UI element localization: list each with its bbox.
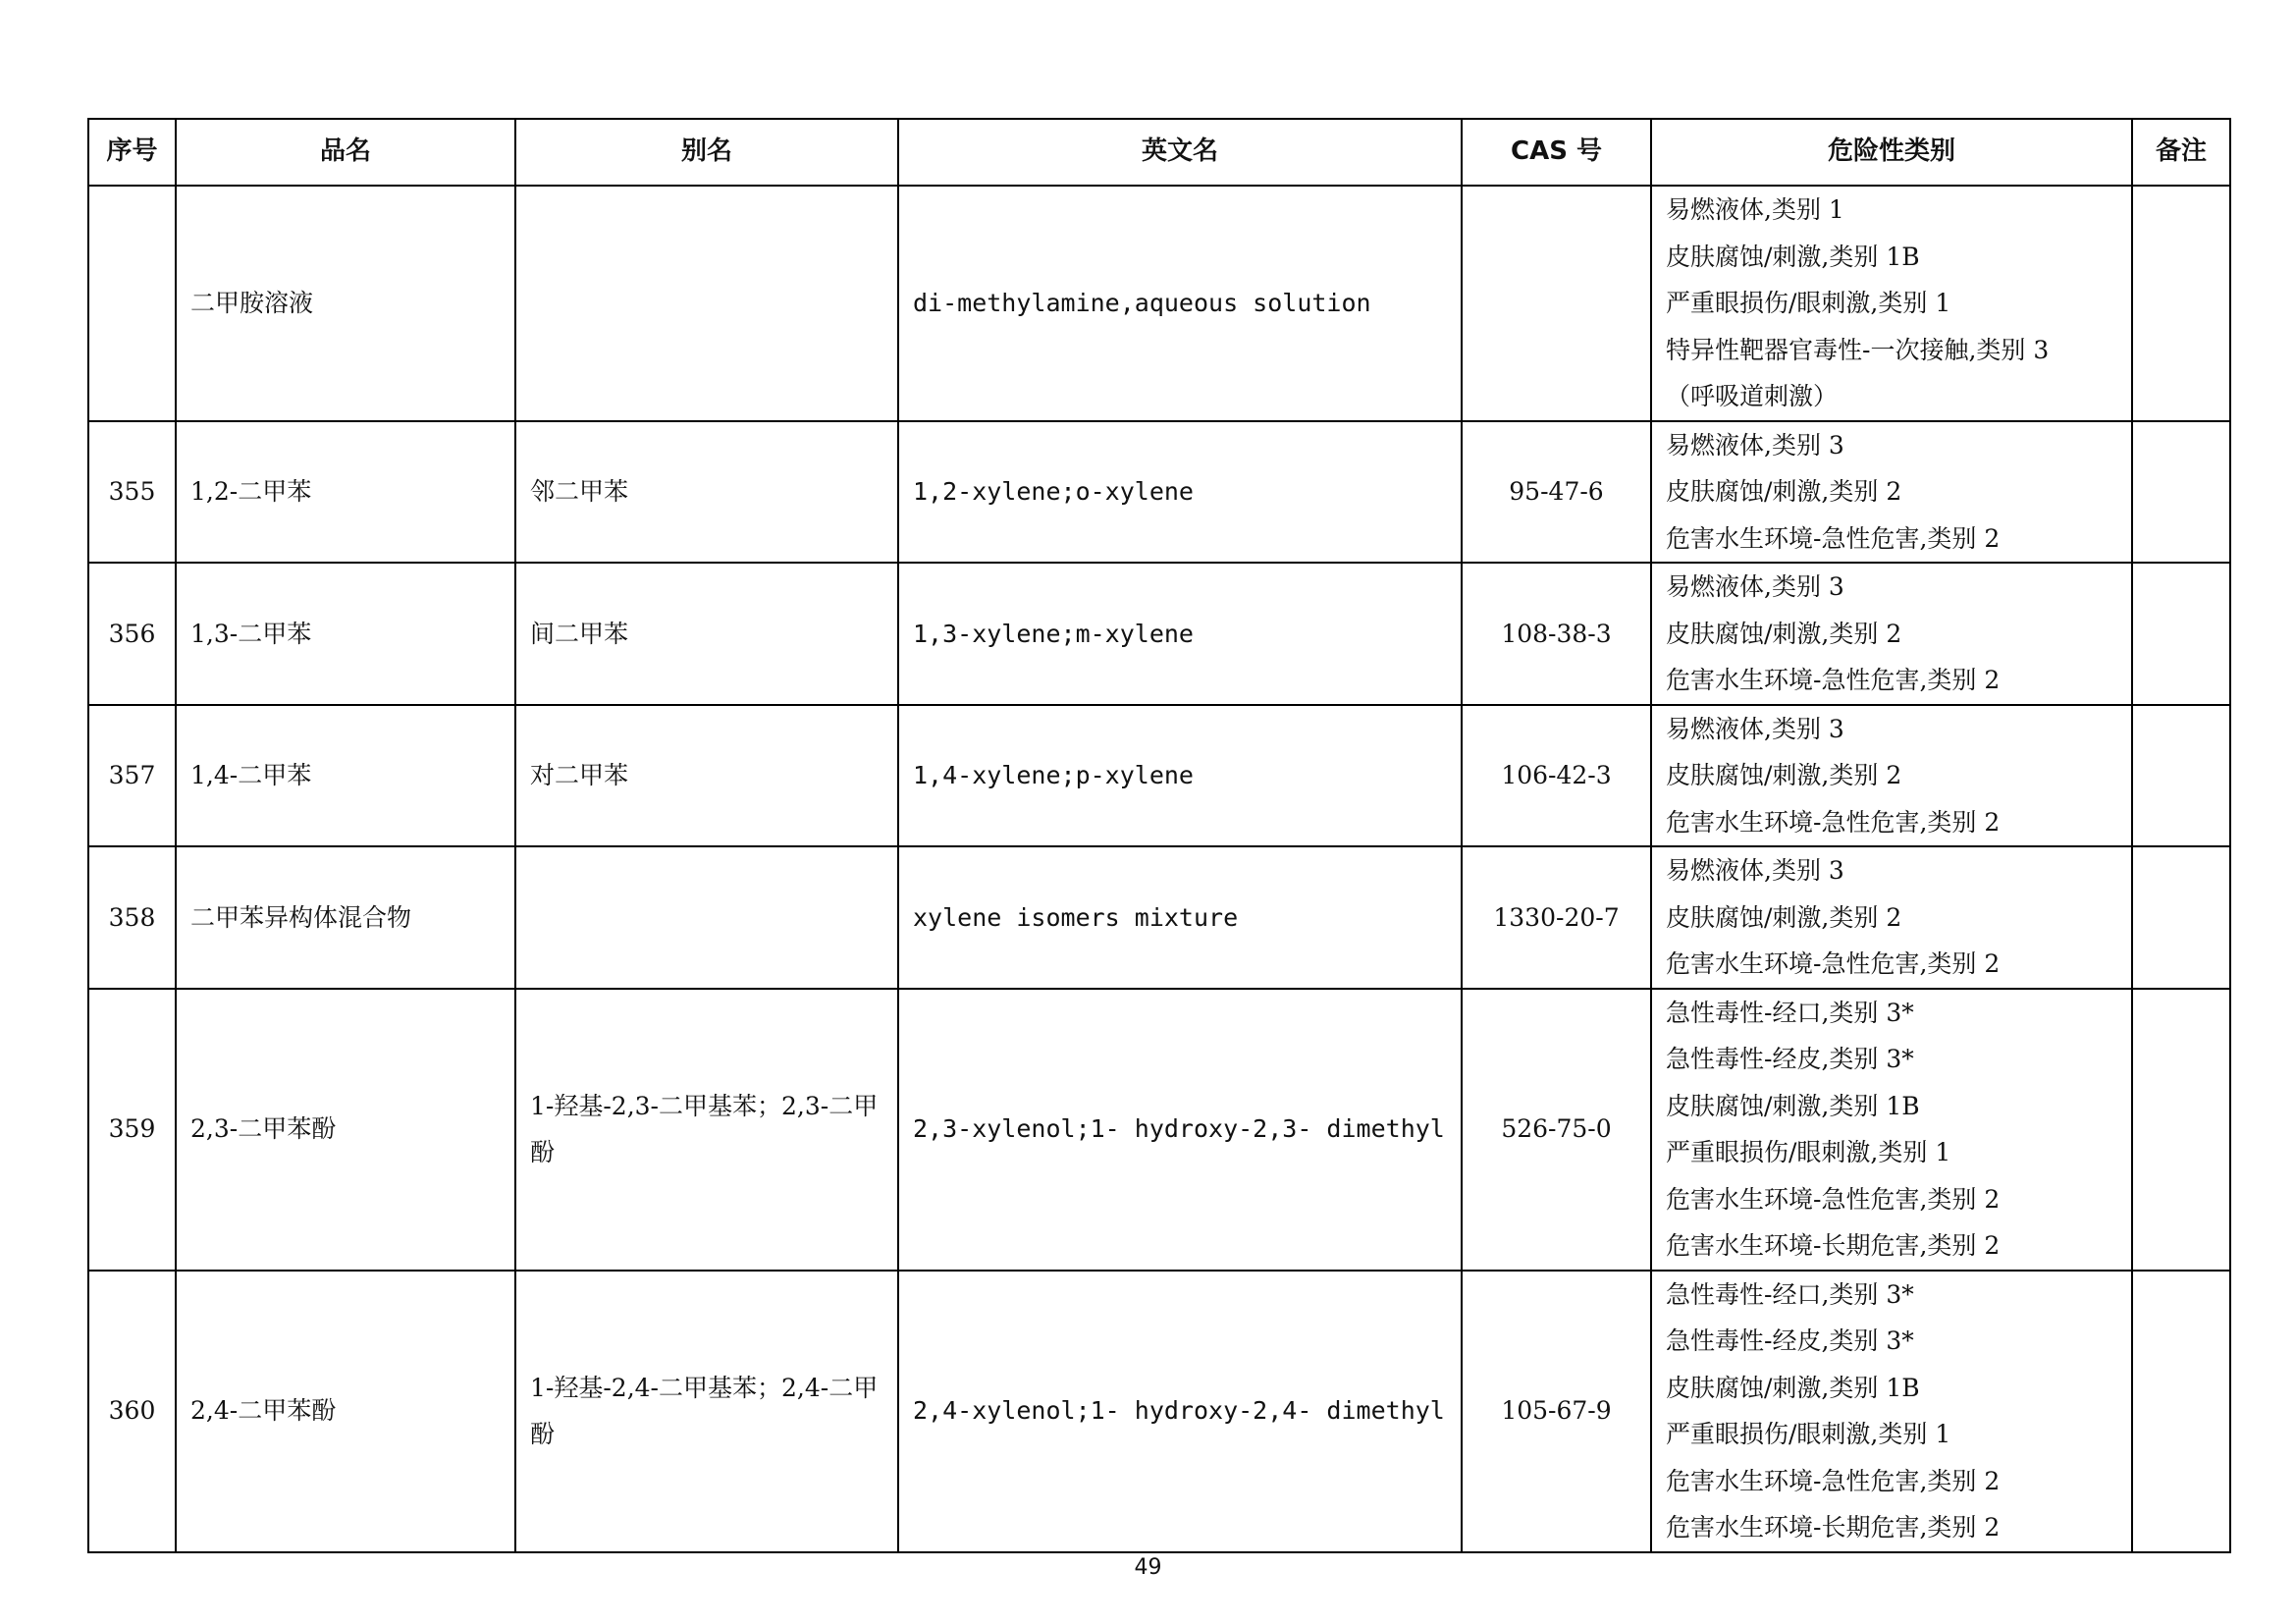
hazard-line: 易燃液体,类别 3 — [1666, 856, 1844, 885]
table-row — [88, 421, 2230, 564]
cell-alias: 1-羟基-2,4-二甲基苯；2,4-二甲酚 — [515, 1271, 898, 1552]
hazard-line: 皮肤腐蚀/刺激,类别 2 — [1666, 902, 1902, 932]
hazard-line: 危害水生环境-急性危害,类别 2 — [1666, 807, 2001, 837]
hazard-line: 危害水生环境-急性危害,类别 2 — [1666, 1184, 2001, 1214]
hazard-line: 严重眼损伤/眼刺激,类别 1 — [1666, 1138, 1951, 1166]
cell-hazard — [1651, 1271, 2132, 1552]
header-hazard: 危险性类别 — [1651, 119, 2132, 186]
cell-cas: 526-75-0 — [1462, 989, 1651, 1271]
cell-name: 二甲胺溶液 — [176, 186, 515, 421]
hazard-line: 皮肤腐蚀/刺激,类别 2 — [1666, 761, 1902, 789]
cell-alias — [515, 846, 898, 989]
cell-cas — [1462, 186, 1651, 421]
header-english-name: 英文名 — [898, 119, 1462, 186]
hazard-line: 严重眼损伤/眼刺激,类别 1 — [1666, 289, 1951, 317]
header-name: 品名 — [176, 119, 515, 186]
hazard-line: 急性毒性-经皮,类别 3* — [1666, 1045, 1914, 1073]
hazard-line: 严重眼损伤/眼刺激,类别 1 — [1666, 1420, 1951, 1448]
hazard-line: 皮肤腐蚀/刺激,类别 2 — [1666, 619, 1902, 648]
header-row — [88, 119, 2230, 186]
page-number: 49 — [1134, 1555, 1162, 1580]
hazard-line: 急性毒性-经口,类别 3* — [1666, 998, 1914, 1027]
hazard-line: 皮肤腐蚀/刺激,类别 1B — [1666, 1373, 1920, 1402]
hazard-line: 易燃液体,类别 3 — [1666, 572, 1844, 601]
hazard-line: 危害水生环境-急性危害,类别 2 — [1666, 1466, 2001, 1495]
hazard-line: 危害水生环境-长期危害,类别 2 — [1666, 1231, 2001, 1260]
table-row — [88, 846, 2230, 989]
cell-english-name: di-methylamine,aqueous solution — [898, 186, 1462, 421]
cell-name: 1,3-二甲苯 — [176, 563, 515, 705]
table-header — [88, 119, 2230, 186]
hazard-line: 皮肤腐蚀/刺激,类别 2 — [1666, 477, 1902, 506]
cell-hazard — [1651, 989, 2132, 1271]
cell-note — [2132, 989, 2230, 1271]
hazard-line: （呼吸道刺激） — [1666, 382, 1839, 410]
cell-english-name: xylene isomers mixture — [898, 846, 1462, 989]
cell-cas: 106-42-3 — [1462, 705, 1651, 847]
cell-no: 358 — [88, 846, 176, 989]
table-row — [88, 1271, 2230, 1552]
cell-english-name: 2,4-xylenol;1- hydroxy-2,4- dimethyl — [898, 1271, 1462, 1552]
hazard-line: 危害水生环境-急性危害,类别 2 — [1666, 949, 2001, 978]
cell-hazard — [1651, 846, 2132, 989]
hazard-line: 危害水生环境-急性危害,类别 2 — [1666, 666, 2001, 694]
cell-name: 1,4-二甲苯 — [176, 705, 515, 847]
header-cas: CAS 号 — [1462, 119, 1651, 186]
table-row — [88, 186, 2230, 421]
cell-no: 359 — [88, 989, 176, 1271]
cell-note — [2132, 421, 2230, 564]
cell-no: 357 — [88, 705, 176, 847]
cell-english-name: 2,3-xylenol;1- hydroxy-2,3- dimethyl — [898, 989, 1462, 1271]
table-row — [88, 563, 2230, 705]
header-no: 序号 — [88, 119, 176, 186]
hazard-line: 特异性靶器官毒性-一次接触,类别 3 — [1666, 335, 2050, 364]
cell-english-name: 1,3-xylene;m-xylene — [898, 563, 1462, 705]
cell-hazard — [1651, 421, 2132, 564]
cell-hazard — [1651, 563, 2132, 705]
header-note: 备注 — [2132, 119, 2230, 186]
hazard-line: 皮肤腐蚀/刺激,类别 1B — [1666, 242, 1920, 271]
cell-alias: 对二甲苯 — [515, 705, 898, 847]
cell-no — [88, 186, 176, 421]
hazard-line: 危害水生环境-长期危害,类别 2 — [1666, 1513, 2001, 1542]
cell-alias: 间二甲苯 — [515, 563, 898, 705]
hazardous-chemicals-table — [87, 118, 2231, 1553]
header-alias: 别名 — [515, 119, 898, 186]
hazard-line: 危害水生环境-急性危害,类别 2 — [1666, 523, 2001, 553]
hazard-line: 皮肤腐蚀/刺激,类别 1B — [1666, 1091, 1920, 1120]
cell-note — [2132, 186, 2230, 421]
cell-cas: 95-47-6 — [1462, 421, 1651, 564]
hazard-line: 急性毒性-经口,类别 3* — [1666, 1279, 1914, 1309]
cell-name: 二甲苯异构体混合物 — [176, 846, 515, 989]
cell-no: 360 — [88, 1271, 176, 1552]
cell-note — [2132, 563, 2230, 705]
cell-note — [2132, 846, 2230, 989]
hazard-line: 易燃液体,类别 3 — [1666, 714, 1844, 743]
cell-alias — [515, 186, 898, 421]
cell-no: 356 — [88, 563, 176, 705]
hazard-line: 易燃液体,类别 3 — [1666, 430, 1844, 460]
cell-cas: 108-38-3 — [1462, 563, 1651, 705]
cell-english-name: 1,2-xylene;o-xylene — [898, 421, 1462, 564]
cell-hazard — [1651, 705, 2132, 847]
cell-name: 2,4-二甲苯酚 — [176, 1271, 515, 1552]
hazard-line: 易燃液体,类别 1 — [1666, 195, 1844, 224]
cell-english-name: 1,4-xylene;p-xylene — [898, 705, 1462, 847]
cell-alias: 邻二甲苯 — [515, 421, 898, 564]
cell-name: 1,2-二甲苯 — [176, 421, 515, 564]
cell-no: 355 — [88, 421, 176, 564]
cell-cas: 105-67-9 — [1462, 1271, 1651, 1552]
table-row — [88, 705, 2230, 847]
cell-note — [2132, 705, 2230, 847]
cell-cas: 1330-20-7 — [1462, 846, 1651, 989]
cell-hazard — [1651, 186, 2132, 421]
hazard-line: 急性毒性-经皮,类别 3* — [1666, 1326, 1914, 1355]
table-body — [88, 186, 2230, 1552]
cell-note — [2132, 1271, 2230, 1552]
cell-name: 2,3-二甲苯酚 — [176, 989, 515, 1271]
cell-alias: 1-羟基-2,3-二甲基苯；2,3-二甲酚 — [515, 989, 898, 1271]
table-row — [88, 989, 2230, 1271]
